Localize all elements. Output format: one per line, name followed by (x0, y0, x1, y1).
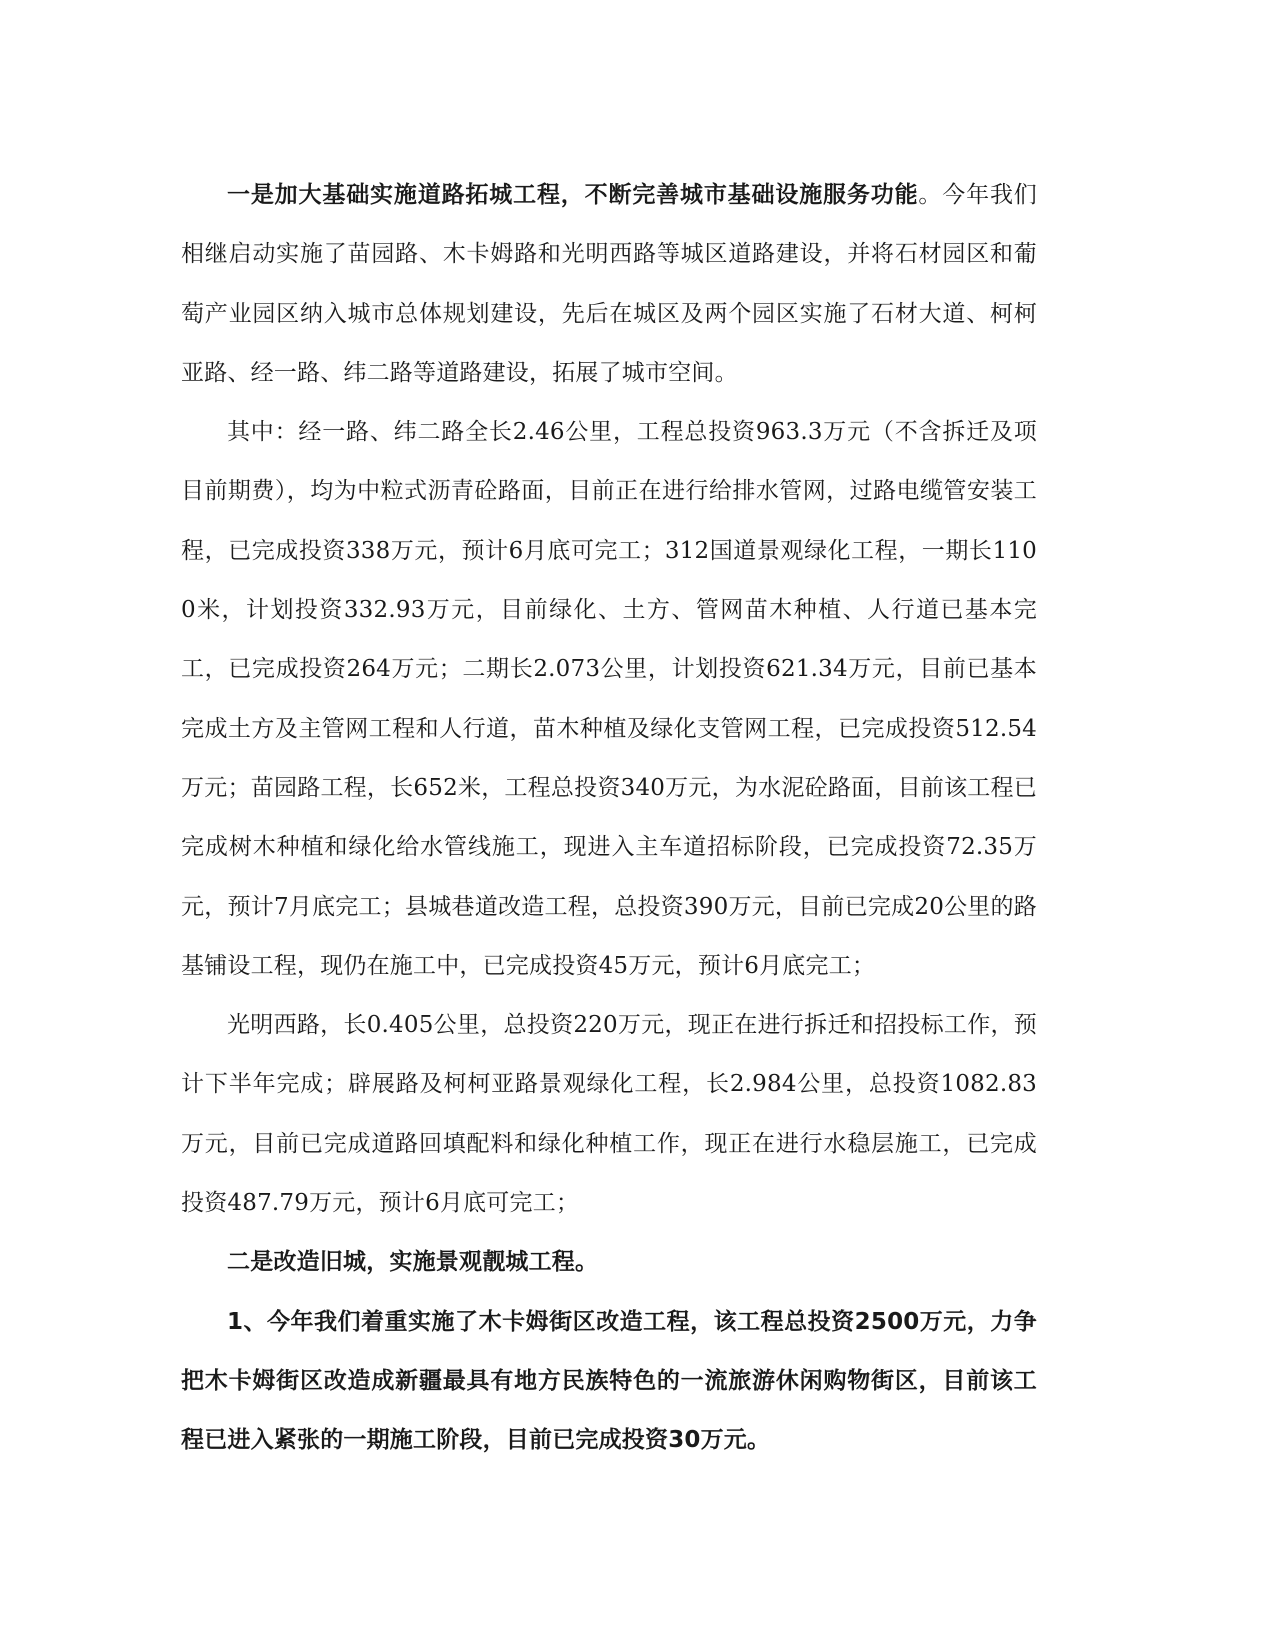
document-body (181, 166, 1037, 1471)
paragraph-2: 其中：经一路、纬二路全长2.46公里，工程总投资963.3万元（不含拆迁及项目前期费），均为中粒式沥青砼路面，目前正在进行给排水管网，过路电缆管安装工程，已完成投资338万元，预计6月底可完工；312国道景观绿化工程，一期长1100米，计划投资332.93万元，目前绿化、土方、管网苗木种植、人行道已基本完工，已完成投资264万元；二期长2.073公里，计划投资621.34万元，目前已基本完成土方及主管网工程和人行道，苗木种植及绿化支管网工程，已完成投资512.54万元；苗园路工程，长652米，工程总投资340万元，为水泥砼路面，目前该工程已完成树木种植和绿化给水管线施工，现进入主车道招标阶段，已完成投资72.35万元，预计7月底完工；县城巷道改造工程，总投资390万元，目前已完成20公里的路基铺设工程，现仍在施工中，已完成投资45万元，预计6月底完工； (181, 419, 1037, 979)
paragraph-1-text: 。今年我们相继启动实施了苗园路、木卡姆路和光明西路等城区道路建设，并将石材园区和葡萄产业园区纳入城市总体规划建设，先后在城区及两个园区实施了石材大道、柯柯亚路、经一路、纬二路等道路建设，拓展了城市空间。 (181, 182, 1037, 386)
paragraph-1-heading: 一是加大基础实施道路拓城工程，不断完善城市基础设施服务功能 (227, 182, 919, 208)
paragraph-1 (181, 166, 1037, 403)
paragraph-3: 光明西路，长0.405公里，总投资220万元，现正在进行拆迁和招投标工作，预计下半年完成；辟展路及柯柯亚路景观绿化工程，长2.984公里，总投资1082.83万元，目前已完成道路回填配料和绿化种植工作，现正在进行水稳层施工，已完成投资487.79万元，预计6月底可完工； (181, 1012, 1037, 1217)
section-heading-2: 二是改造旧城，实施景观靓城工程。 (227, 1249, 599, 1276)
paragraph-5: 1、今年我们着重实施了木卡姆街区改造工程，该工程总投资2500万元，力争把木卡姆街区改造成新疆最具有地方民族特色的一流旅游休闲购物街区，目前该工程已进入紧张的一期施工阶段，目前已完成投资30万元。 (181, 1308, 1037, 1454)
